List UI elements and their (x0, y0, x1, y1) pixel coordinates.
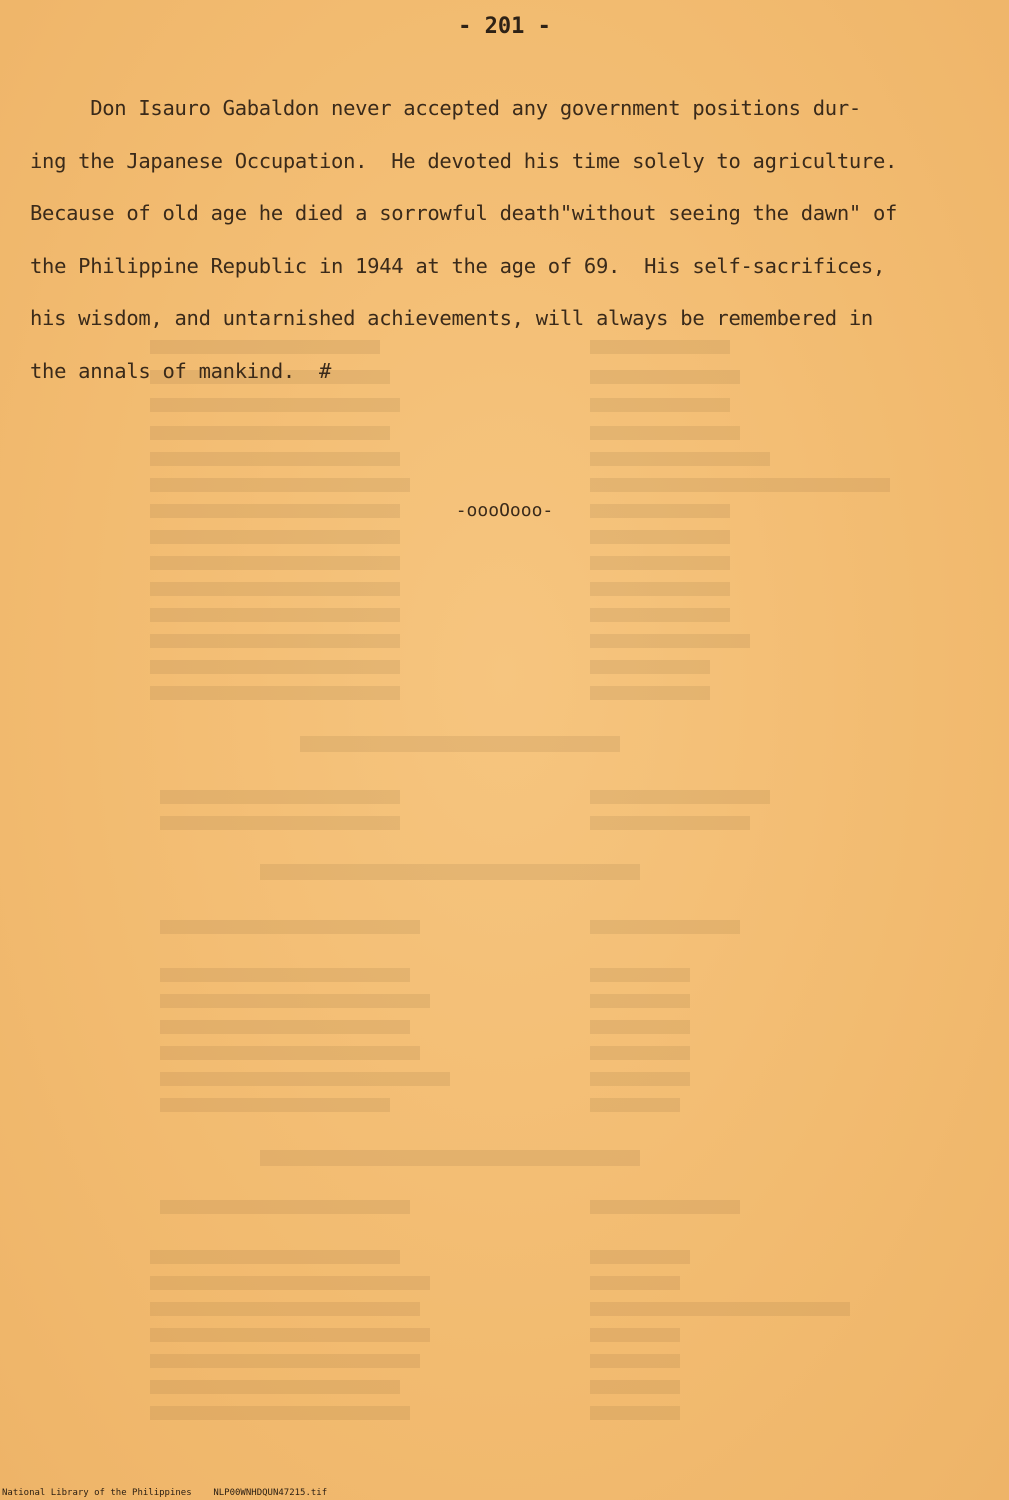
paragraph-line: ing the Japanese Occupation. He devoted his time solely to agriculture. (30, 148, 898, 173)
footer-filename: NLP00WNHDQUN47215.tif (213, 1488, 328, 1498)
reverse-side-bleed-through (150, 280, 890, 1440)
page-number: - 201 - (458, 14, 551, 39)
section-separator: -oooOooo- (455, 500, 554, 521)
paragraph-line: the annals of mankind. # (30, 358, 332, 383)
footer-source: National Library of the Philippines (2, 1488, 192, 1498)
paragraph-line: the Philippine Republic in 1944 at the age of 69. His self-sacrifices, (30, 253, 885, 278)
paragraph-line: Don Isauro Gabaldon never accepted any government positions dur- (30, 96, 861, 120)
scan-footer (2, 1488, 327, 1498)
paragraph-line: Because of old age he died a sorrowful death"without seeing the dawn" of (30, 201, 898, 225)
body-paragraph (30, 82, 960, 397)
paragraph-line: his wisdom, and untarnished achievements, will always be remembered in (30, 306, 873, 330)
